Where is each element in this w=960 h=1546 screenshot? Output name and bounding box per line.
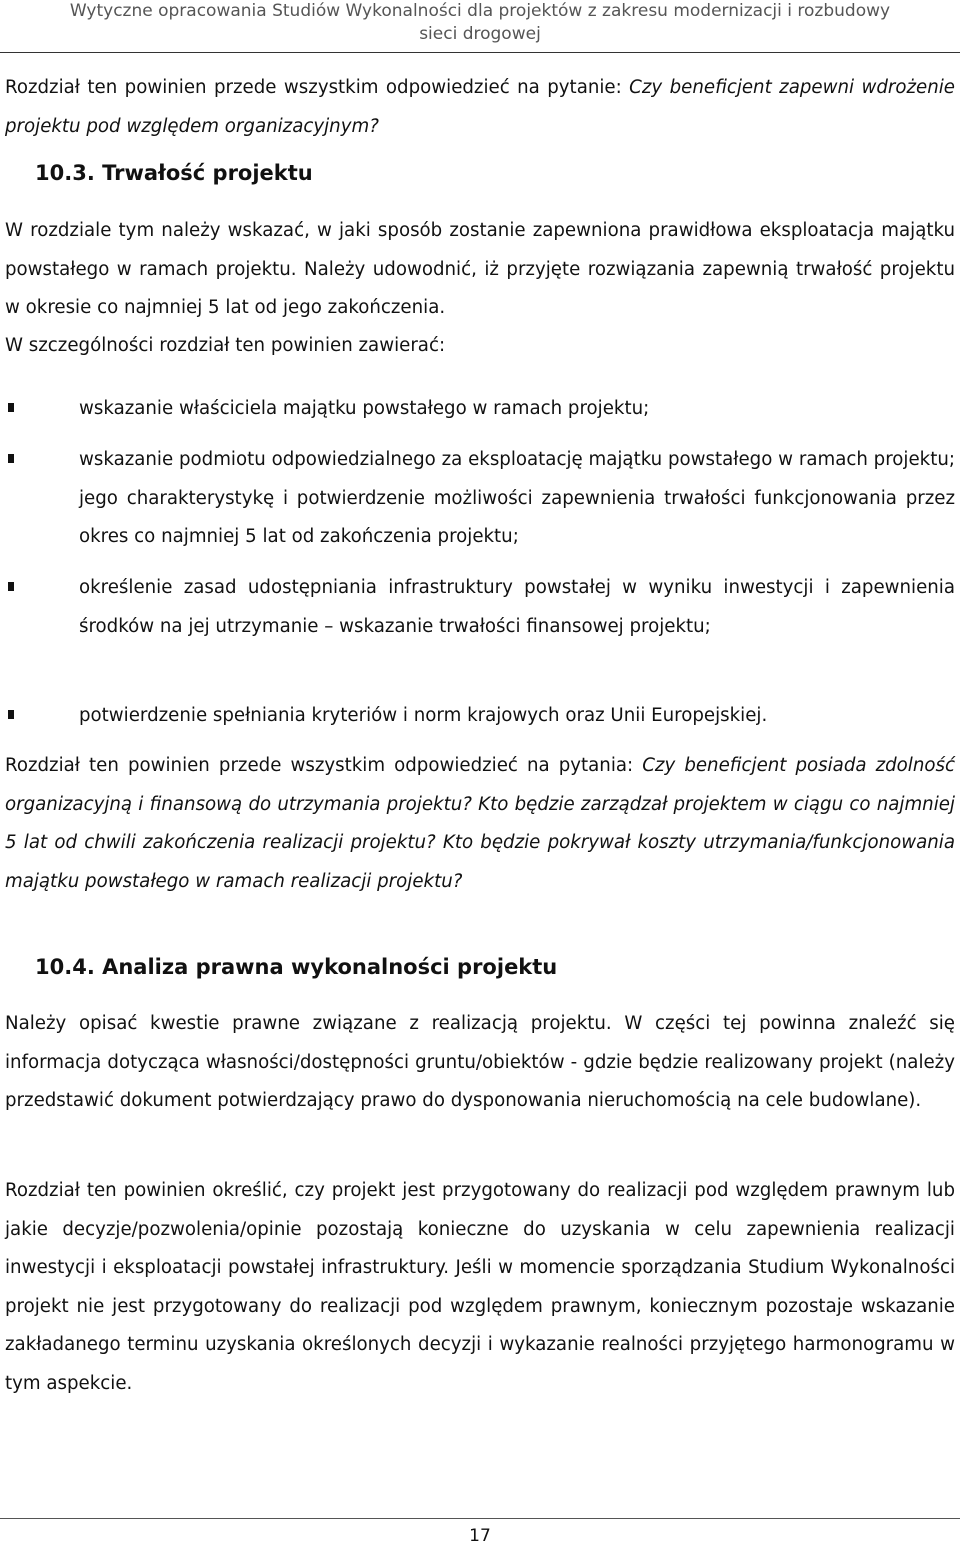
intro-question-text: Rozdział ten powinien przede wszystkim odpowiedzieć na pytanie: — [5, 77, 630, 98]
question-text: Rozdział ten powinien przede wszystkim odpowiedzieć na pytania: — [5, 755, 643, 776]
bullet-item-1: wskazanie właściciela majątku powstałego w ramach projektu; — [79, 398, 650, 419]
bullet-marker — [8, 403, 14, 412]
section-10-3-paragraph-1: W rozdziale tym należy wskazać, w jaki sposób zostanie zapewniona prawidłowa eksploatacja majątku powstałego w ramach projektu. Należy udowodnić, iż przyjęte rozwiązania zapewnią trwałość projektu w okresie co najmniej 5 lat od jego zakończenia. — [5, 220, 955, 318]
section-10-3-title: Trwałość projektu — [102, 161, 313, 185]
header-line-1: Wytyczne opracowania Studiów Wykonalności dla projektów z zakresu modernizacji i rozbudowy — [69, 1, 891, 21]
section-10-4-title: Analiza prawna wykonalności projektu — [102, 955, 558, 979]
header-line-2: sieci drogowej — [419, 24, 541, 44]
header-divider — [0, 52, 960, 53]
section-10-3-heading — [35, 161, 313, 185]
bullet-marker — [8, 710, 14, 719]
footer-divider — [0, 1518, 960, 1519]
bullet-item-2: wskazanie podmiotu odpowiedzialnego za eksploatację majątku powstałego w ramach projektu; jego charakterystykę i potwierdzenie możliwości zapewnienia trwałości funkcjonowania przez okres co najmniej 5 lat od zakończenia projektu; — [79, 449, 955, 547]
intro-question-paragraph — [5, 69, 955, 146]
section-10-4-paragraph-2: Rozdział ten powinien określić, czy projekt jest przygotowany do realizacji pod względem prawnym lub jakie decyzje/pozwolenia/opinie pozostają konieczne do uzyskania w celu zapewnienia realizacji inwestycji i eksploatacji powstałej infrastruktury. Jeśli w momencie sporządzania Studium Wykonalności projekt nie jest przygotowany do realizacji pod względem prawnym, koniecznym pozostaje wskazanie zakładanego terminu uzyskania określonych decyzji i wykazanie realności przyjętego harmonogramu w tym aspekcie. — [5, 1180, 955, 1394]
section-10-3-question-paragraph — [5, 747, 955, 901]
bullet-marker — [8, 454, 14, 463]
document-header — [0, 0, 960, 46]
section-10-3-number: 10.3. — [35, 161, 95, 185]
section-10-4-heading — [35, 955, 557, 979]
intro-question-italic: Czy beneficjent zapewni wdrożenie projektu pod względem organizacyjnym? — [5, 77, 955, 137]
section-10-4-number: 10.4. — [35, 955, 95, 979]
bullet-item-4: potwierdzenie spełniania kryteriów i norm krajowych oraz Unii Europejskiej. — [79, 705, 768, 726]
section-10-4-paragraph-1: Należy opisać kwestie prawne związane z realizacją projektu. W części tej powinna znaleźć się informacja dotycząca własności/dostępności gruntu/obiektów - gdzie będzie realizowany projekt (należy przedstawić dokument potwierdzający prawo do dysponowania nieruchomością na cele budowlane). — [5, 1013, 955, 1111]
section-10-3-paragraph-2: W szczególności rozdział ten powinien zawierać: — [5, 335, 446, 356]
page-number: 17 — [469, 1526, 491, 1546]
question-italic: Czy beneficjent posiada zdolność organizacyjną i finansową do utrzymania projektu? Kto będzie zarządzał projektem w ciągu co najmniej 5 lat od chwili zakończenia realizacji projektu? Kto będzie pokrywał koszty utrzymania/funkcjonowania majątku powstałego w ramach realizacji projektu? — [5, 755, 955, 892]
bullet-marker — [8, 582, 14, 591]
bullet-item-3: określenie zasad udostępniania infrastruktury powstałej w wyniku inwestycji i zapewnienia środków na jej utrzymanie – wskazanie trwałości finansowej projektu; — [79, 577, 955, 637]
